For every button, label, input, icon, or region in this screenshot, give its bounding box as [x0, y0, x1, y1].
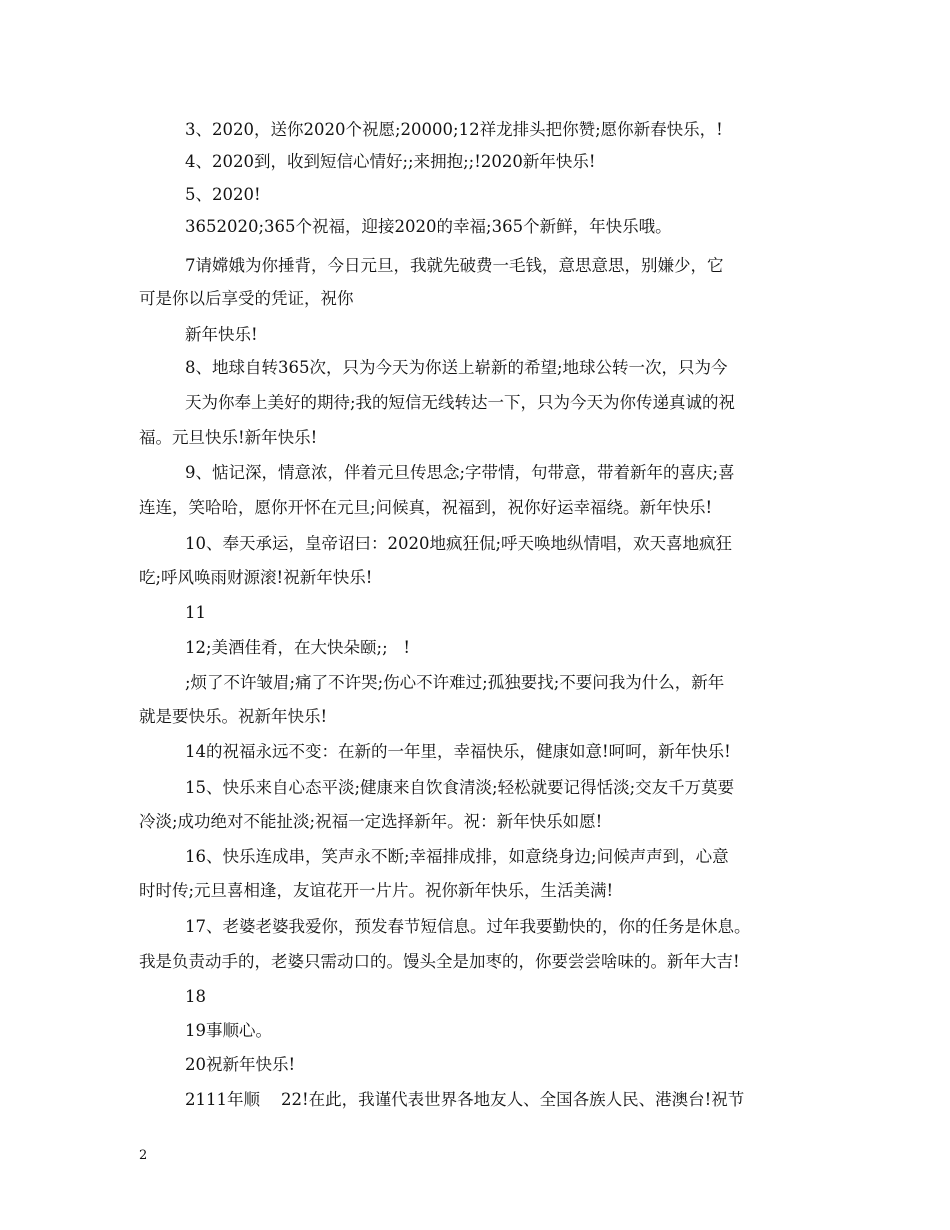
text-line: 3、2020，送你2020个祝愿;20000;12祥龙排头把你赞;愿你新春快乐，! — [185, 120, 723, 139]
text-line: 福。元旦快乐!新年快乐! — [139, 428, 318, 447]
text-line: 14的祝福永远不变：在新的一年里，幸福快乐，健康如意!呵呵，新年快乐! — [185, 742, 731, 761]
text-line: 11 — [185, 603, 206, 622]
text-line: 就是要快乐。祝新年快乐! — [139, 707, 328, 726]
text-line: 冷淡;成功绝对不能扯淡;祝福一定选择新年。祝：新年快乐如愿! — [139, 812, 603, 831]
text-line: 7请嫦娥为你捶背，今日元旦，我就先破费一毛钱，意思意思，别嫌少，它 — [185, 256, 724, 275]
text-line: 5、2020! — [185, 185, 261, 204]
text-line: 8、地球自转365次，只为今天为你送上崭新的希望;地球公转一次，只为今 — [185, 358, 728, 377]
text-line: 可是你以后享受的凭证，祝你 — [139, 289, 354, 308]
text-line: 20祝新年快乐! — [185, 1055, 296, 1074]
text-line: 新年快乐! — [185, 325, 258, 344]
text-line: 18 — [185, 987, 206, 1006]
text-line: 吃;呼风唤雨财源滚!祝新年快乐! — [139, 568, 373, 587]
text-line: 天为你奉上美好的期待;我的短信无线转达一下，只为今天为你传递真诚的祝 — [185, 393, 736, 412]
text-line: 12;美酒佳肴，在大快朵颐;; ! — [185, 638, 411, 657]
text-line: 10、奉天承运，皇帝诏曰：2020地疯狂侃;呼天唤地纵情唱，欢天喜地疯狂 — [185, 534, 733, 553]
text-line: 16、快乐连成串，笑声永不断;幸福排成排，如意绕身边;问候声声到，心意 — [185, 847, 729, 866]
text-line: 时时传;元旦喜相逢，友谊花开一片片。祝你新年快乐，生活美满! — [139, 881, 614, 900]
text-line: 3652020;365个祝福，迎接2020的幸福;365个新鲜，年快乐哦。 — [185, 217, 672, 236]
text-line: 4、2020到，收到短信心情好;;来拥抱;;!2020新年快乐! — [185, 152, 596, 171]
text-line: ;烦了不许皱眉;痛了不许哭;伤心不许难过;孤独要找;不要问我为什么，新年 — [185, 673, 725, 692]
text-line: 17、老婆老婆我爱你，预发春节短信息。过年我要勤快的，你的任务是休息。 — [185, 917, 751, 936]
text-line: 19事顺心。 — [185, 1021, 272, 1040]
text-line: 我是负责动手的，老婆只需动口的。馒头全是加枣的，你要尝尝啥味的。新年大吉! — [139, 952, 740, 971]
text-line: 15、快乐来自心态平淡;健康来自饮食清淡;轻松就要记得恬淡;交友千万莫要 — [185, 778, 735, 797]
page-number: 2 — [139, 1148, 148, 1163]
text-line: 2111年顺 22!在此，我谨代表世界各地友人、全国各族人民、港澳台!祝节 — [185, 1090, 745, 1109]
text-line: 连连，笑哈哈，愿你开怀在元旦;问候真，祝福到，祝你好运幸福绕。新年快乐! — [139, 498, 713, 517]
text-line: 9、惦记深，情意浓，伴着元旦传思念;字带情，句带意，带着新年的喜庆;喜 — [185, 463, 735, 482]
